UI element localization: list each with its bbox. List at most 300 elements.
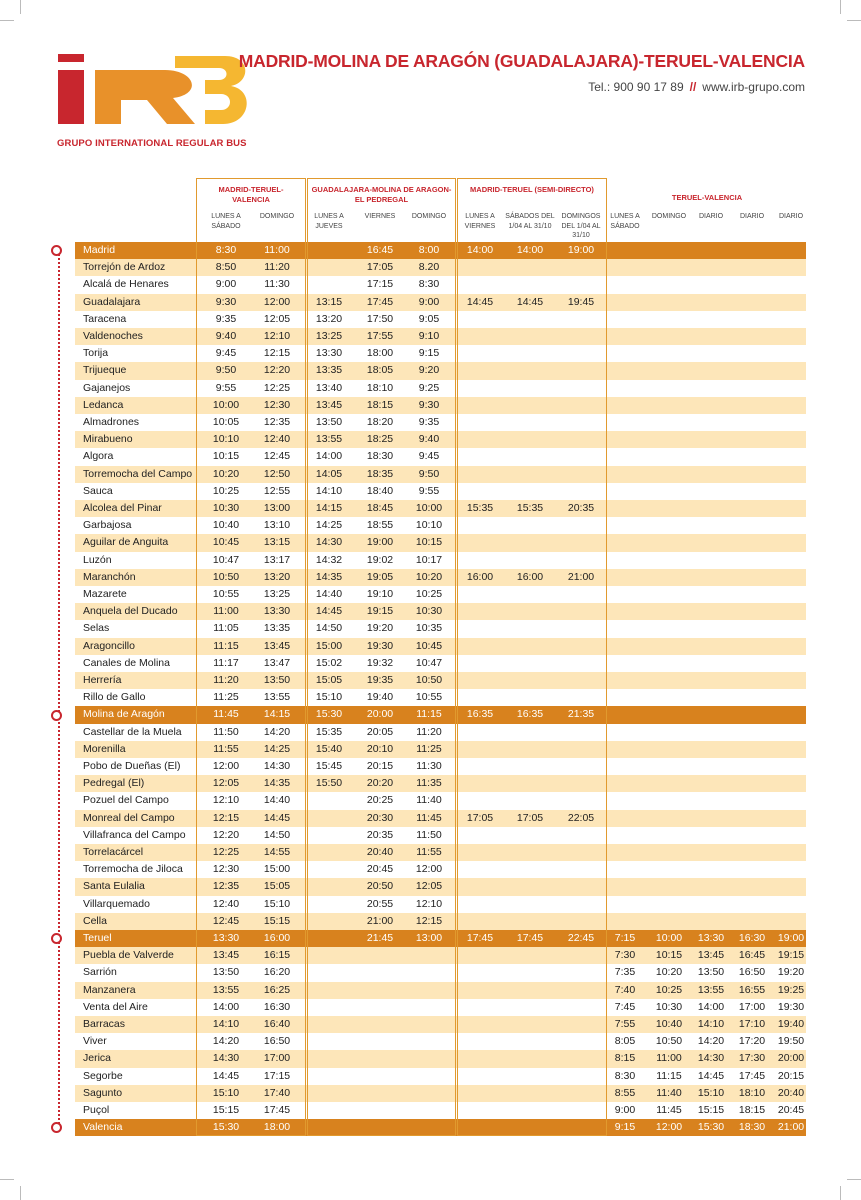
time-cell: 7:35 xyxy=(614,966,636,979)
time-cell: 20:35 xyxy=(567,502,595,514)
stop-name: Pedregal (El) xyxy=(83,777,145,790)
stop-name: Mirabueno xyxy=(83,433,133,446)
stop-name: Pozuel del Campo xyxy=(83,794,169,807)
column-header: LUNES A JUEVES xyxy=(314,213,344,230)
time-cell: 12:30 xyxy=(212,863,240,876)
time-cell: 17:50 xyxy=(366,312,394,325)
time-cell: 13:50 xyxy=(697,966,725,979)
time-cell: 14:00 xyxy=(697,1000,725,1013)
route-group-title: MADRID-TERUEL-VALENCIA xyxy=(218,185,284,204)
time-cell: 9:15 xyxy=(418,347,440,360)
time-cell: 19:00 xyxy=(366,536,394,549)
time-cell: 12:00 xyxy=(212,760,240,772)
time-cell: 8:30 xyxy=(215,244,237,256)
time-cell: 8.20 xyxy=(418,261,440,274)
time-cell: 12:45 xyxy=(263,450,291,463)
time-cell: 19:30 xyxy=(366,639,394,652)
time-cell: 10:47 xyxy=(415,656,443,669)
time-cell: 18:00 xyxy=(366,347,394,360)
stop-name: Torrejón de Ardoz xyxy=(83,261,166,274)
time-cell: 14:45 xyxy=(466,295,494,308)
contact-separator: // xyxy=(689,80,697,94)
time-cell: 12:20 xyxy=(263,364,291,377)
time-cell: 11:35 xyxy=(416,777,442,790)
time-cell: 10:55 xyxy=(212,588,240,600)
stop-name: Alcalá de Henares xyxy=(83,278,169,291)
time-cell: 10:47 xyxy=(212,553,240,566)
time-cell: 13:30 xyxy=(263,605,291,618)
time-cell: 10:25 xyxy=(655,983,683,996)
time-cell: 16:30 xyxy=(263,1000,291,1013)
time-cell: 9:40 xyxy=(215,330,237,342)
time-cell: 11:55 xyxy=(213,742,239,755)
time-cell: 8:00 xyxy=(418,244,440,256)
time-cell: 20:45 xyxy=(366,863,394,876)
time-cell: 15:10 xyxy=(315,691,343,704)
time-cell: 16:30 xyxy=(738,932,766,944)
time-cell: 10:50 xyxy=(415,674,443,686)
time-cell: 11:20 xyxy=(264,261,290,274)
website-link[interactable]: www.irb-grupo.com xyxy=(702,80,805,94)
stop-name: Torija xyxy=(83,347,109,360)
time-cell: 19:20 xyxy=(777,966,805,979)
time-cell: 9:35 xyxy=(215,312,237,325)
time-cell: 10:20 xyxy=(655,966,683,979)
time-cell: 18:55 xyxy=(366,519,394,532)
time-cell: 15:10 xyxy=(212,1086,240,1099)
time-cell: 19:50 xyxy=(777,1035,805,1048)
time-cell: 19:10 xyxy=(366,588,394,600)
major-stop-marker xyxy=(51,245,62,256)
time-cell: 16:50 xyxy=(738,966,766,979)
time-cell: 10:25 xyxy=(415,588,443,600)
time-cell: 13:47 xyxy=(263,656,291,669)
stop-name: Almadrones xyxy=(83,416,140,428)
time-cell: 14:15 xyxy=(263,708,291,721)
stop-name: Cella xyxy=(83,914,107,927)
time-cell: 12:35 xyxy=(212,880,240,893)
stop-name: Santa Eulalia xyxy=(83,880,145,893)
time-cell: 14:15 xyxy=(315,502,343,514)
time-cell: 11:00 xyxy=(656,1052,682,1065)
time-cell: 12:20 xyxy=(212,828,240,841)
time-cell: 13:20 xyxy=(315,312,343,325)
time-cell: 19:35 xyxy=(366,674,394,686)
time-cell: 11:20 xyxy=(416,725,442,738)
time-cell: 21:00 xyxy=(366,914,394,927)
time-cell: 14:50 xyxy=(315,622,343,635)
time-cell: 14:25 xyxy=(315,519,343,532)
time-cell: 16:00 xyxy=(516,570,544,583)
time-cell: 11:50 xyxy=(416,828,442,841)
time-cell: 11:30 xyxy=(416,760,442,772)
time-cell: 10:55 xyxy=(415,691,443,704)
time-cell: 11:15 xyxy=(213,639,239,652)
time-cell: 12:00 xyxy=(263,295,291,308)
time-cell: 18:05 xyxy=(366,364,394,377)
stop-name: Molina de Aragón xyxy=(83,708,165,721)
stop-name: Ledanca xyxy=(83,398,124,411)
time-cell: 9:05 xyxy=(418,312,440,325)
time-cell: 20:25 xyxy=(366,794,394,807)
time-cell: 14:20 xyxy=(212,1035,240,1048)
time-cell: 12:10 xyxy=(263,330,291,342)
time-cell: 17:15 xyxy=(366,278,394,291)
time-cell: 18:35 xyxy=(366,467,394,480)
time-cell: 9:30 xyxy=(418,398,440,411)
time-cell: 15:35 xyxy=(516,502,544,514)
time-cell: 11:45 xyxy=(416,811,442,824)
time-cell: 15:15 xyxy=(263,914,291,927)
stop-name: Venta del Aire xyxy=(83,1000,148,1013)
stop-name: Maranchón xyxy=(83,570,136,583)
time-cell: 9:20 xyxy=(418,364,440,377)
time-cell: 10:10 xyxy=(212,433,240,446)
time-cell: 8:05 xyxy=(614,1035,636,1048)
time-cell: 11:30 xyxy=(264,278,290,291)
time-cell: 16:25 xyxy=(263,983,291,996)
stop-name: Barracas xyxy=(83,1018,126,1030)
time-cell: 13:15 xyxy=(263,536,291,549)
time-cell: 20:40 xyxy=(366,846,394,858)
time-cell: 13:17 xyxy=(263,553,291,566)
time-cell: 12:10 xyxy=(415,897,443,910)
time-cell: 14:35 xyxy=(263,777,291,790)
time-cell: 17:00 xyxy=(738,1000,766,1013)
time-cell: 10:30 xyxy=(415,605,443,618)
time-cell: 16:45 xyxy=(366,244,394,256)
time-cell: 18:15 xyxy=(366,398,394,411)
time-cell: 20:00 xyxy=(366,708,394,721)
time-cell: 13:50 xyxy=(212,966,240,979)
time-cell: 16:20 xyxy=(263,966,291,979)
time-cell: 14:45 xyxy=(263,811,291,824)
time-cell: 13:25 xyxy=(263,588,291,600)
time-cell: 15:05 xyxy=(263,880,291,893)
time-cell: 10:30 xyxy=(212,502,240,514)
stop-name: Luzón xyxy=(83,553,112,566)
major-stop-marker xyxy=(51,710,62,721)
time-cell: 14:35 xyxy=(315,570,343,583)
time-cell: 20:15 xyxy=(777,1069,805,1082)
route-line xyxy=(58,251,60,1128)
time-cell: 20:15 xyxy=(366,760,394,772)
time-cell: 11:15 xyxy=(656,1069,682,1082)
time-cell: 18:10 xyxy=(366,381,394,394)
time-cell: 19:40 xyxy=(777,1018,805,1030)
time-cell: 13:55 xyxy=(263,691,291,704)
stop-name: Puebla de Valverde xyxy=(83,949,174,962)
time-cell: 17:10 xyxy=(738,1018,766,1030)
time-cell: 9:15 xyxy=(614,1121,636,1134)
stop-name: Segorbe xyxy=(83,1069,123,1082)
stop-name: Aguilar de Anguita xyxy=(83,536,169,549)
time-cell: 12:25 xyxy=(263,381,291,394)
time-cell: 14:30 xyxy=(212,1052,240,1065)
time-cell: 10:50 xyxy=(655,1035,683,1048)
time-cell: 15:30 xyxy=(315,708,343,721)
stop-name: Mazarete xyxy=(83,588,127,600)
time-cell: 19:15 xyxy=(366,605,394,618)
time-cell: 14:20 xyxy=(697,1035,725,1048)
time-cell: 14:25 xyxy=(263,742,291,755)
time-cell: 11:17 xyxy=(213,656,239,669)
time-cell: 11:45 xyxy=(656,1104,682,1116)
time-cell: 17:45 xyxy=(738,1069,766,1082)
time-cell: 19:30 xyxy=(777,1000,805,1013)
time-cell: 19:25 xyxy=(777,983,805,996)
time-cell: 16:45 xyxy=(738,949,766,962)
stop-name: Valencia xyxy=(83,1121,123,1134)
time-cell: 16:50 xyxy=(263,1035,291,1048)
time-cell: 20:30 xyxy=(366,811,394,824)
time-cell: 17:45 xyxy=(516,932,544,944)
time-cell: 11:25 xyxy=(416,742,442,755)
time-cell: 12:40 xyxy=(212,897,240,910)
time-cell: 10:15 xyxy=(655,949,683,962)
time-cell: 11:50 xyxy=(213,725,239,738)
time-cell: 13:50 xyxy=(263,674,291,686)
time-cell: 19:45 xyxy=(567,295,595,308)
time-cell: 11:25 xyxy=(213,691,239,704)
time-cell: 18:25 xyxy=(366,433,394,446)
stop-name: Teruel xyxy=(83,932,112,944)
time-cell: 14:45 xyxy=(516,295,544,308)
stop-name: Monreal del Campo xyxy=(83,811,175,824)
time-cell: 12:05 xyxy=(212,777,240,790)
time-cell: 14:45 xyxy=(315,605,343,618)
route-group-box xyxy=(608,178,806,1136)
time-cell: 15:00 xyxy=(315,639,343,652)
time-cell: 12:25 xyxy=(212,846,240,858)
column-header: DOMINGO xyxy=(259,213,295,220)
time-cell: 13:55 xyxy=(212,983,240,996)
route-group-title: GUADALAJARA-MOLINA DE ARAGON-EL PEDREGAL xyxy=(311,185,452,204)
route-group-title: TERUEL-VALENCIA xyxy=(671,193,743,202)
time-cell: 13:00 xyxy=(263,502,291,514)
time-cell: 10:05 xyxy=(212,416,240,428)
time-cell: 9:55 xyxy=(215,381,237,394)
time-cell: 19:15 xyxy=(777,949,805,962)
time-cell: 16:15 xyxy=(263,949,291,962)
time-cell: 11:20 xyxy=(213,674,239,686)
time-cell: 22:45 xyxy=(567,932,595,944)
time-cell: 14:40 xyxy=(315,588,343,600)
route-group-title: MADRID-TERUEL (SEMI-DIRECTO) xyxy=(470,185,594,194)
time-cell: 10:35 xyxy=(415,622,443,635)
time-cell: 9:50 xyxy=(418,467,440,480)
stop-name: Morenilla xyxy=(83,742,126,755)
column-header: LUNES A VIERNES xyxy=(464,213,496,230)
stop-name: Gajanejos xyxy=(83,381,131,394)
time-cell: 12:00 xyxy=(415,863,443,876)
time-cell: 12:15 xyxy=(263,347,291,360)
stop-name: Manzanera xyxy=(83,983,136,996)
stop-name: Garbajosa xyxy=(83,519,132,532)
time-cell: 20:35 xyxy=(366,828,394,841)
time-cell: 12:15 xyxy=(415,914,443,927)
time-cell: 14:20 xyxy=(263,725,291,738)
time-cell: 14:45 xyxy=(697,1069,725,1082)
time-cell: 14:10 xyxy=(697,1018,725,1030)
time-cell: 9:00 xyxy=(215,278,237,291)
stop-name: Algora xyxy=(83,450,114,463)
time-cell: 14:30 xyxy=(697,1052,725,1065)
time-cell: 8:30 xyxy=(614,1069,636,1082)
time-cell: 14:10 xyxy=(212,1018,240,1030)
time-cell: 15:50 xyxy=(315,777,343,790)
time-cell: 15:30 xyxy=(697,1121,725,1134)
time-cell: 10:25 xyxy=(212,484,240,497)
time-cell: 15:10 xyxy=(697,1086,725,1099)
time-cell: 9:25 xyxy=(418,381,440,394)
stop-name: Viver xyxy=(83,1035,107,1048)
time-cell: 19:00 xyxy=(567,244,595,256)
major-stop-marker xyxy=(51,1122,62,1133)
time-cell: 12:55 xyxy=(263,484,291,497)
time-cell: 11:00 xyxy=(264,244,290,256)
time-cell: 19:32 xyxy=(366,656,394,669)
time-cell: 12:10 xyxy=(212,794,240,807)
time-cell: 9:00 xyxy=(614,1104,636,1116)
time-cell: 16:00 xyxy=(466,570,494,583)
time-cell: 11:15 xyxy=(416,708,442,721)
time-cell: 17:45 xyxy=(466,932,494,944)
time-cell: 15:35 xyxy=(315,725,343,738)
time-cell: 15:40 xyxy=(315,742,343,755)
stop-name: Valdenoches xyxy=(83,330,143,342)
column-header: DIARIO xyxy=(778,213,804,220)
time-cell: 17:55 xyxy=(366,330,394,342)
stop-name: Villafranca del Campo xyxy=(83,828,186,841)
time-cell: 20:05 xyxy=(366,725,394,738)
page-title: MADRID-MOLINA DE ARAGÓN (GUADALAJARA)-TERUEL-VALENCIA xyxy=(238,51,805,71)
column-header: LUNES A SÁBADO xyxy=(211,213,241,230)
time-cell: 10:40 xyxy=(212,519,240,532)
time-cell: 22:05 xyxy=(567,811,595,824)
time-cell: 10:20 xyxy=(415,570,443,583)
time-cell: 19:40 xyxy=(366,691,394,704)
time-cell: 9:50 xyxy=(215,364,237,377)
time-cell: 9:55 xyxy=(418,484,440,497)
time-cell: 13:10 xyxy=(263,519,291,532)
time-cell: 10:00 xyxy=(212,398,240,411)
time-cell: 9:40 xyxy=(418,433,440,446)
time-cell: 8:30 xyxy=(418,278,440,291)
stop-name: Sarrión xyxy=(83,966,117,979)
stop-name: Castellar de la Muela xyxy=(83,725,182,738)
stop-name: Taracena xyxy=(83,312,127,325)
time-cell: 16:55 xyxy=(738,983,766,996)
time-cell: 7:40 xyxy=(614,983,636,996)
time-cell: 13:55 xyxy=(697,983,725,996)
time-cell: 10:15 xyxy=(212,450,240,463)
time-cell: 17:20 xyxy=(738,1035,766,1048)
time-cell: 19:00 xyxy=(777,932,805,944)
column-header: DOMINGO xyxy=(411,213,447,220)
time-cell: 14:05 xyxy=(315,467,343,480)
time-cell: 14:55 xyxy=(263,846,291,858)
column-header: DOMINGOS DEL 1/04 AL 31/10 xyxy=(561,213,601,239)
time-cell: 19:05 xyxy=(366,570,394,583)
time-cell: 13:45 xyxy=(315,398,343,411)
time-cell: 9:00 xyxy=(418,295,440,308)
time-cell: 7:15 xyxy=(614,932,636,944)
time-cell: 13:40 xyxy=(315,381,343,394)
time-cell: 9:30 xyxy=(215,295,237,308)
time-cell: 14:45 xyxy=(212,1069,240,1082)
time-cell: 9:45 xyxy=(215,347,237,360)
brand-subtitle: GRUPO INTERNATIONAL REGULAR BUS xyxy=(57,138,247,149)
time-cell: 13:20 xyxy=(263,570,291,583)
time-cell: 13:35 xyxy=(315,364,343,377)
time-cell: 8:15 xyxy=(614,1052,636,1065)
time-cell: 14:32 xyxy=(315,553,343,566)
stop-name: Sauca xyxy=(83,484,113,497)
time-cell: 12:05 xyxy=(415,880,443,893)
time-cell: 10:15 xyxy=(415,536,443,549)
time-cell: 10:17 xyxy=(415,553,443,566)
time-cell: 18:45 xyxy=(366,502,394,514)
time-cell: 11:40 xyxy=(416,794,442,807)
stop-name: Trijueque xyxy=(83,364,127,377)
time-cell: 16:00 xyxy=(263,932,291,944)
time-cell: 17:00 xyxy=(263,1052,291,1065)
time-cell: 12:50 xyxy=(263,467,291,480)
time-cell: 20:45 xyxy=(777,1104,805,1116)
column-header: SÁBADOS DEL 1/04 AL 31/10 xyxy=(505,213,555,230)
time-cell: 12:15 xyxy=(212,811,240,824)
stop-name: Jerica xyxy=(83,1052,112,1065)
stop-name: Alcolea del Pinar xyxy=(83,502,162,514)
time-cell: 10:40 xyxy=(655,1018,683,1030)
time-cell: 7:55 xyxy=(614,1018,636,1030)
time-cell: 10:30 xyxy=(655,1000,683,1013)
time-cell: 17:15 xyxy=(263,1069,291,1082)
time-cell: 17:05 xyxy=(516,811,544,824)
stop-name: Herrería xyxy=(83,674,122,686)
time-cell: 15:05 xyxy=(315,674,343,686)
time-cell: 19:20 xyxy=(366,622,394,635)
time-cell: 18:20 xyxy=(366,416,394,428)
time-cell: 8:55 xyxy=(614,1086,636,1099)
time-cell: 13:15 xyxy=(315,295,343,308)
time-cell: 20:50 xyxy=(366,880,394,893)
time-cell: 18:15 xyxy=(738,1104,766,1116)
time-cell: 15:45 xyxy=(315,760,343,772)
time-cell: 16:40 xyxy=(263,1018,291,1030)
time-cell: 11:45 xyxy=(213,708,239,721)
time-cell: 14:30 xyxy=(315,536,343,549)
time-cell: 17:05 xyxy=(466,811,494,824)
stop-name: Torremocha de Jiloca xyxy=(83,863,183,876)
stop-name: Torremocha del Campo xyxy=(83,467,193,480)
time-cell: 10:45 xyxy=(212,536,240,549)
time-cell: 18:30 xyxy=(738,1121,766,1134)
time-cell: 13:45 xyxy=(212,949,240,962)
time-cell: 16:35 xyxy=(516,708,544,721)
time-cell: 18:10 xyxy=(738,1086,766,1099)
stop-name: Canales de Molina xyxy=(83,656,170,669)
time-cell: 21:45 xyxy=(366,932,394,944)
time-cell: 8:50 xyxy=(215,261,237,274)
time-cell: 13:45 xyxy=(697,949,725,962)
time-cell: 20:20 xyxy=(366,777,394,790)
time-cell: 15:10 xyxy=(263,897,291,910)
stop-name: Sagunto xyxy=(83,1086,123,1099)
time-cell: 13:00 xyxy=(415,932,443,944)
column-header: DIARIO xyxy=(739,213,765,220)
